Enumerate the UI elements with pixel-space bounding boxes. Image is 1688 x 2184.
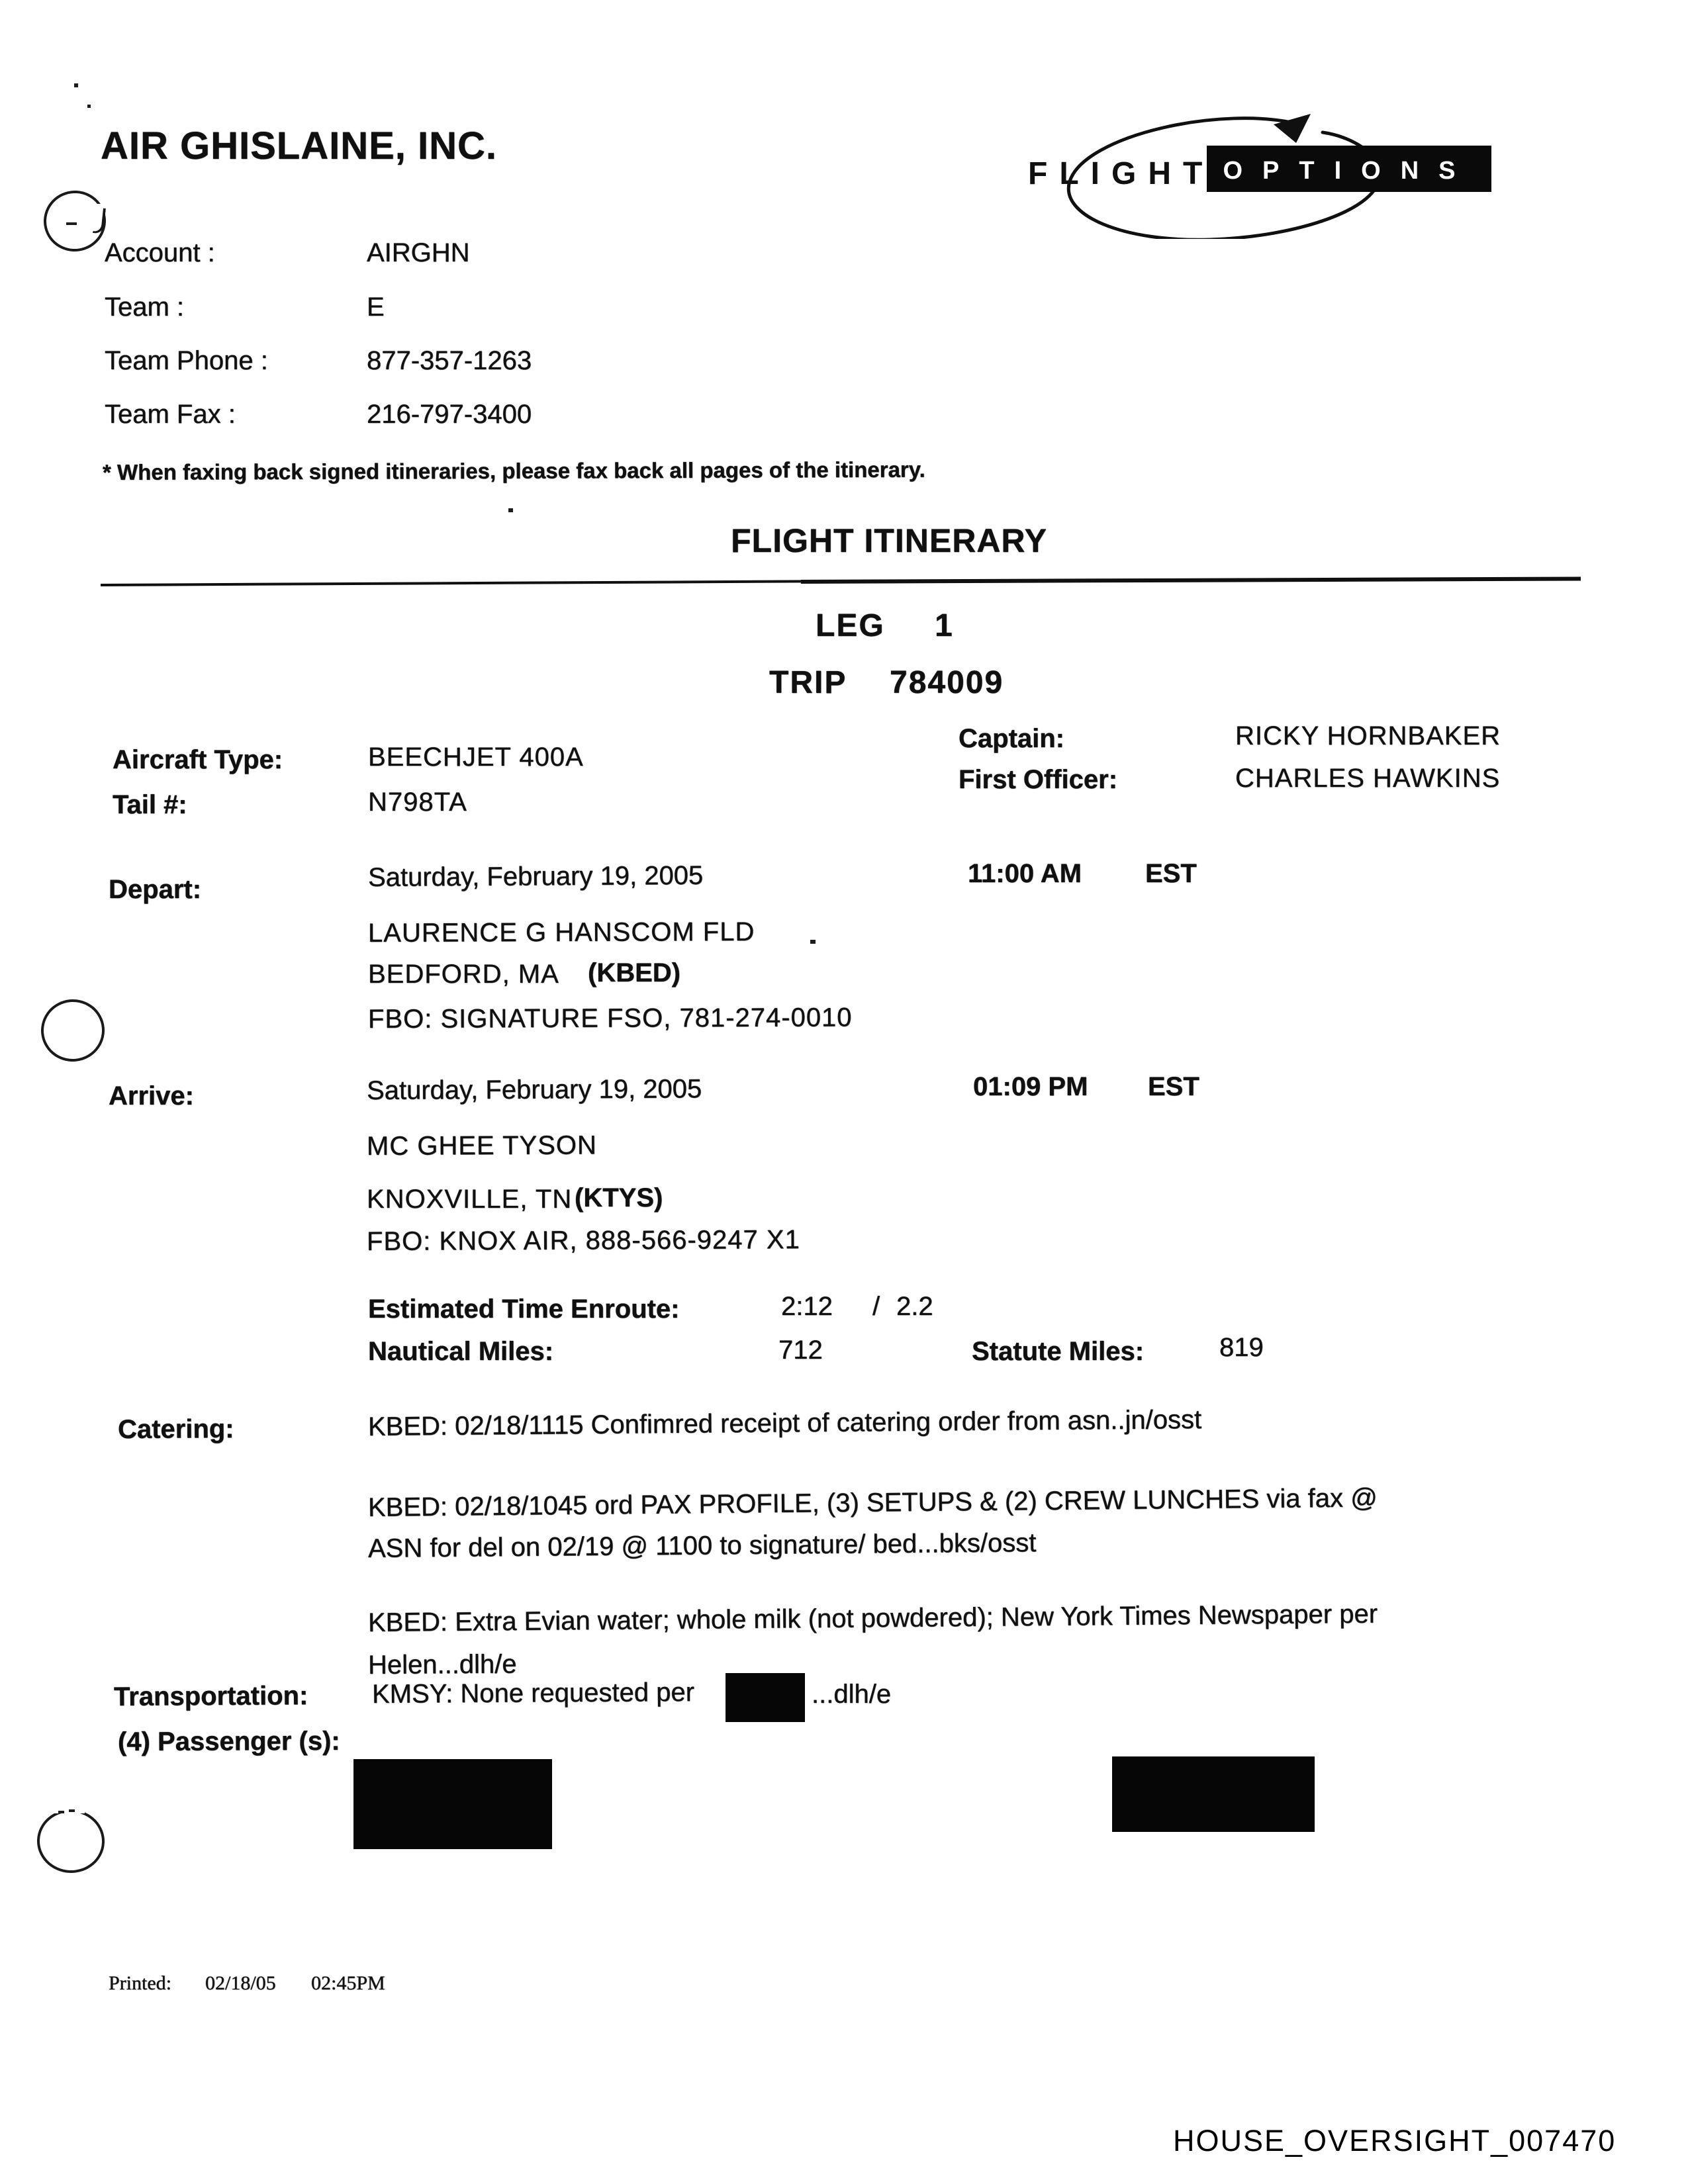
ete-time: 2:12 <box>781 1292 833 1321</box>
leg-label: LEG <box>816 608 885 643</box>
logo-arrow-icon <box>1274 114 1311 143</box>
bates-number: HOUSE_OVERSIGHT_007470 <box>1173 2124 1617 2158</box>
company-name: AIR GHISLAINE, INC. <box>101 124 498 167</box>
passengers-label: (4) Passenger (s): <box>117 1726 340 1756</box>
arrive-airport: MC GHEE TYSON <box>366 1130 597 1161</box>
first-officer-label: First Officer: <box>959 765 1118 794</box>
depart-date: Saturday, February 19, 2005 <box>367 860 704 892</box>
catering-line-4: KBED: Extra Evian water; whole milk (not powdered); New York Times Newspaper per <box>367 1599 1378 1637</box>
depart-time: 11:00 AM <box>968 859 1082 888</box>
printed-label: Printed: <box>109 1972 171 1994</box>
document-title: FLIGHT ITINERARY <box>731 522 1048 559</box>
arrive-time: 01:09 PM <box>973 1072 1088 1101</box>
flight-options-logo <box>1011 110 1505 239</box>
arrive-airport-code: (KTYS) <box>575 1183 663 1212</box>
depart-label: Depart: <box>109 875 202 904</box>
transportation-label: Transportation: <box>113 1681 308 1711</box>
leg-number: 1 <box>935 608 954 643</box>
team-phone-value: 877-357-1263 <box>367 346 532 375</box>
printed-time: 02:45PM <box>311 1972 385 1994</box>
scan-speck <box>69 1809 75 1812</box>
depart-timezone: EST <box>1145 859 1197 888</box>
redaction-box-transportation <box>726 1673 805 1722</box>
team-phone-label: Team Phone : <box>105 346 268 375</box>
scan-circle-artifact <box>36 1807 107 1874</box>
aircraft-type-label: Aircraft Type: <box>113 745 283 774</box>
team-label: Team : <box>105 293 185 322</box>
scan-speck <box>508 508 513 512</box>
trip-label: TRIP <box>769 665 847 700</box>
account-value: AIRGHN <box>367 238 470 267</box>
depart-airport-code: (KBED) <box>588 958 680 987</box>
catering-line-2: KBED: 02/18/1045 ord PAX PROFILE, (3) SETUPS & (2) CREW LUNCHES via fax @ <box>367 1483 1378 1522</box>
arrive-city: KNOXVILLE, TN <box>367 1185 573 1214</box>
captain-label: Captain: <box>959 724 1064 753</box>
transportation-text-before: KMSY: None requested per <box>371 1678 695 1709</box>
catering-line-1: KBED: 02/18/1115 Confimred receipt of catering order from asn..jn/osst <box>367 1405 1202 1441</box>
logo-word-options: OPTIONS <box>1223 157 1476 185</box>
aircraft-type-value: BEECHJET 400A <box>368 743 584 772</box>
arrive-date: Saturday, February 19, 2005 <box>366 1074 702 1105</box>
scan-circle-artifact <box>38 997 107 1064</box>
title-rule <box>801 576 1581 584</box>
nautical-miles-label: Nautical Miles: <box>368 1337 554 1366</box>
title-rule <box>101 580 809 586</box>
scan-speck <box>87 105 91 108</box>
depart-fbo: FBO: SIGNATURE FSO, 781-274-0010 <box>367 1003 853 1034</box>
tail-number-label: Tail #: <box>113 790 187 819</box>
captain-value: RICKY HORNBAKER <box>1235 721 1501 751</box>
team-fax-value: 216-797-3400 <box>367 400 532 429</box>
arrive-fbo: FBO: KNOX AIR, 888-566-9247 X1 <box>366 1225 800 1256</box>
team-fax-label: Team Fax : <box>105 400 236 429</box>
trip-number: 784009 <box>890 665 1004 700</box>
statute-miles-label: Statute Miles: <box>972 1337 1145 1366</box>
tail-number-value: N798TA <box>368 788 467 817</box>
scan-speck <box>58 1811 64 1813</box>
depart-city: BEDFORD, MA <box>368 960 559 989</box>
scan-speck <box>74 83 78 87</box>
ete-hours: 2.2 <box>896 1292 933 1321</box>
depart-airport: LAURENCE G HANSCOM FLD <box>367 917 755 948</box>
arrive-label: Arrive: <box>109 1081 194 1111</box>
catering-line-5: Helen...dlh/e <box>367 1649 517 1680</box>
ete-separator: / <box>872 1292 880 1321</box>
arrive-timezone: EST <box>1148 1072 1199 1101</box>
scan-speck <box>810 940 816 944</box>
catering-label: Catering: <box>117 1414 234 1444</box>
nautical-miles-value: 712 <box>778 1336 823 1365</box>
logo-word-flight: FLIGHT <box>1028 156 1215 191</box>
catering-line-3: ASN for del on 02/19 @ 1100 to signature/ bed...bks/osst <box>367 1528 1037 1563</box>
account-label: Account : <box>105 238 215 267</box>
team-value: E <box>367 293 385 322</box>
transportation-text-after: ...dlh/e <box>812 1680 892 1709</box>
ete-label: Estimated Time Enroute: <box>368 1295 680 1324</box>
redaction-box-passenger-left <box>353 1759 552 1849</box>
fax-back-note: * When faxing back signed itineraries, please fax back all pages of the itinerary. <box>102 457 925 484</box>
first-officer-value: CHARLES HAWKINS <box>1235 764 1501 793</box>
printed-date: 02/18/05 <box>205 1972 276 1994</box>
redaction-box-passenger-right <box>1112 1756 1315 1832</box>
statute-miles-value: 819 <box>1219 1333 1264 1362</box>
